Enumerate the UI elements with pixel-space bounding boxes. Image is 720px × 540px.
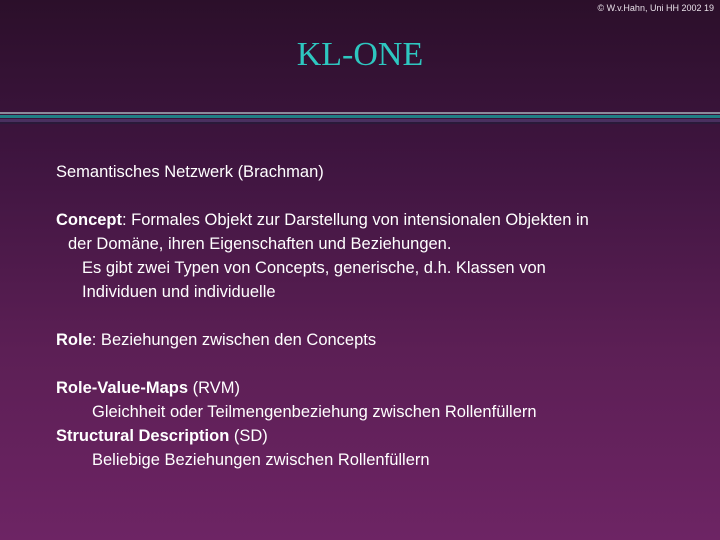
sd-term: Structural Description: [56, 427, 230, 445]
concept-line-2: der Domäne, ihren Eigenschaften und Beziehungen.: [68, 235, 452, 253]
spacer: [56, 184, 696, 208]
sd-line: [56, 424, 696, 448]
rvm-line: [56, 376, 696, 400]
rvm-term: Role-Value-Maps: [56, 379, 189, 397]
rvm-abbreviation: (RVM): [188, 379, 240, 397]
slide-body: [56, 160, 696, 472]
concept-term: Concept: [56, 211, 122, 229]
concept-definition: : Formales Objekt zur Darstellung von intensionalen Objekten in: [122, 211, 589, 229]
slide-title: KL-ONE: [296, 36, 424, 73]
copyright-notice: © W.v.Hahn, Uni HH 2002 19: [597, 3, 714, 13]
concept-line-1: [56, 208, 696, 232]
role-line: [56, 328, 696, 352]
title-divider-top: [0, 112, 720, 114]
concept-line-4: Individuen und individuelle: [82, 283, 276, 301]
rvm-description: Gleichheit oder Teilmengenbeziehung zwischen Rollenfüllern: [92, 403, 537, 421]
title-divider-teal: [0, 115, 720, 118]
concept-line-3: Es gibt zwei Typen von Concepts, generische, d.h. Klassen von: [82, 259, 546, 277]
role-term: Role: [56, 331, 92, 349]
intro-text: Semantisches Netzwerk (Brachman): [56, 163, 324, 181]
spacer: [56, 352, 696, 376]
title-divider-bottom: [0, 122, 720, 124]
sd-description: Beliebige Beziehungen zwischen Rollenfüllern: [92, 451, 430, 469]
role-definition: : Beziehungen zwischen den Concepts: [91, 331, 377, 349]
spacer: [56, 304, 696, 328]
sd-abbreviation: (SD): [229, 427, 268, 445]
